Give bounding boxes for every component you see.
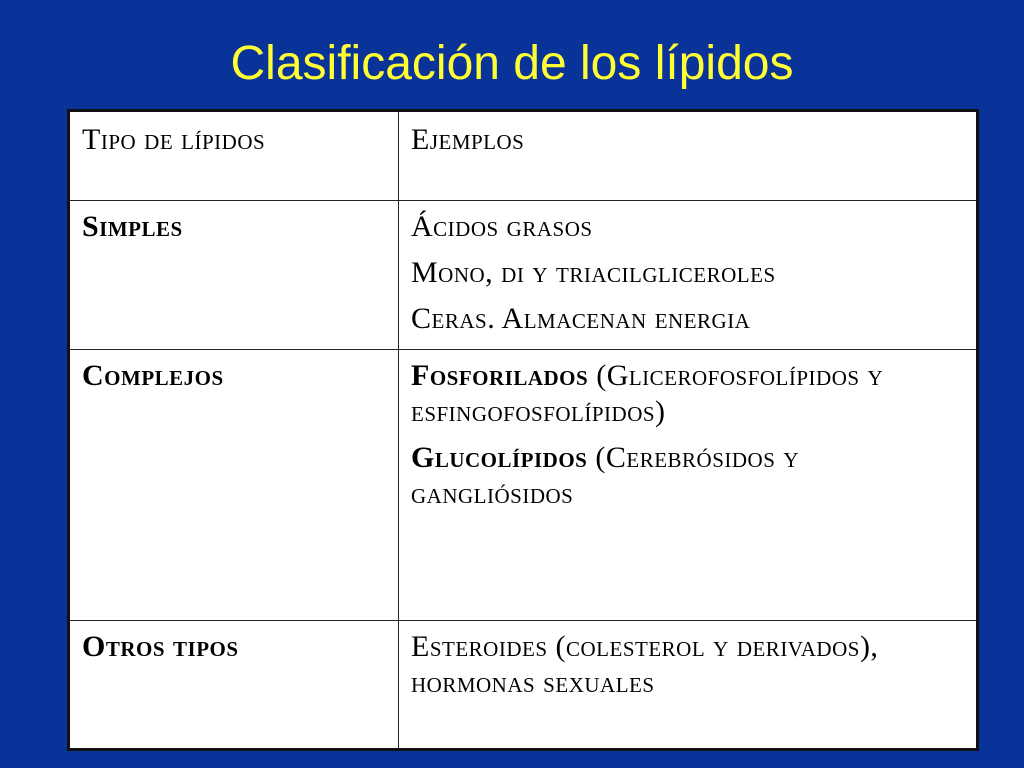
example-line: Ácidos grasos: [411, 210, 593, 243]
example-block-fosforilados: [411, 358, 966, 430]
slide-title: Clasificación de los lípidos: [230, 37, 794, 90]
lipid-classification-table: [67, 109, 979, 751]
table-row-simples: [69, 201, 978, 350]
example-block-glucolipidos: [411, 440, 966, 512]
header-examples-cell: Ejemplos: [399, 111, 978, 201]
examples-cell-simples: [399, 201, 978, 350]
example-bold-term: Fosforilados: [411, 359, 589, 392]
examples-cell-otros-tipos: [399, 621, 978, 750]
example-bold-term: Glucolípidos: [411, 441, 588, 474]
header-type-cell: Tipo de lípidos: [69, 111, 399, 201]
table-row-complejos: [69, 350, 978, 621]
type-cell-otros-tipos: Otros tipos: [69, 621, 399, 750]
examples-cell-complejos: [399, 350, 978, 621]
type-cell-simples: Simples: [69, 201, 399, 350]
example-line: Esteroides (colesterol y derivados), hormonas sexuales: [411, 630, 879, 699]
example-line: Mono, di y triacilgliceroles: [411, 256, 776, 289]
table-header-row: [69, 111, 978, 201]
type-cell-complejos: Complejos: [69, 350, 399, 621]
example-description: (Cerebrósidos y gangliósidos: [411, 441, 800, 510]
example-description: (Glicerofosfolípidos y esfingofosfolípidos): [411, 359, 884, 428]
table-row-otros-tipos: [69, 621, 978, 750]
example-line: Ceras. Almacenan energia: [411, 302, 751, 335]
